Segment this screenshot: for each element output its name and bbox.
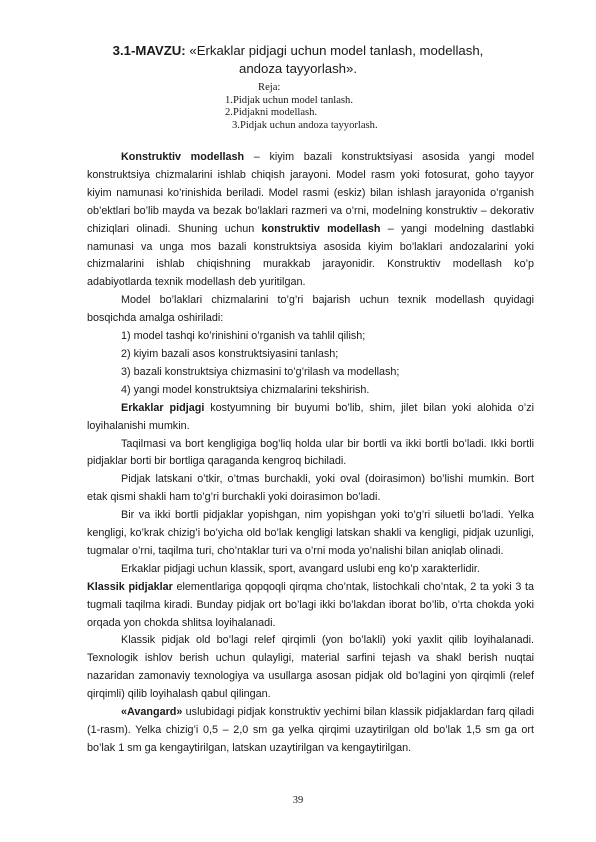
topic-label: 3.1-MAVZU: (112, 43, 186, 58)
paragraph-text: elementlariga qopqoqli qirqma cho’ntak, listochkali cho’ntak, 2 ta yoki 3 ta tugmali taqilma kiradi. Bunday pidjak ort bo’lagi ikki bo’lakdan iborat bo’lib, o’rta chokda yoki orqada yon chokda shlitsa loyihalanadi. (87, 580, 535, 629)
list-item: 4) yangi model konstruktsiya chizmalarini tekshirish. (121, 383, 370, 396)
bold-term: Konstruktiv modellash (121, 151, 245, 163)
title-line-1 (60, 42, 536, 60)
paragraph-text: – yangi modelning dastlabki namunasi va unga mos bazali konstruktsiya asosida kiyim bo’laklari andozalarini yoki chizmalarini ishlab chiqishning murakkab jarayonidir. Konstruktiv modellash ko’p adabiyotlarda texnik modellash deb yuritilgan. (87, 222, 534, 289)
paragraph (87, 400, 534, 436)
list-item: 2) kiyim bazali asos konstruktsiyasini tanlash; (121, 347, 339, 360)
paragraph (87, 704, 534, 758)
paragraph: Bir va ikki bortli pidjaklar yopishgan, nim yopishgan yoki to’g’ri siluetli bo’ladi. Yelka kengligi, ko’krak chizig’i bo’yicha old bo’lak kengligi latskan shakli va kengligi, pidjak uzunligi, tugmalar o’rni, taqilma turi, cho’ntaklar turi va o’rni moda yo’nalishi bilan aniqlab olinadi. (87, 509, 534, 557)
paragraph: Pidjak latskani o’tkir, o’tmas burchakli, yoki oval (doirasimon) bo’lishi mumkin. Bort etak qismi shakli ham to’g’ri burchakli yoki doirasimon bo’ladi. (87, 473, 534, 504)
bold-term: konstruktiv modellash (261, 222, 381, 235)
bold-term: Erkaklar pidjagi (121, 401, 205, 414)
bold-term: Klassik pidjaklar (87, 580, 173, 593)
paragraph-text: uslubidagi pidjak konstruktiv yechimi bilan klassik pidjaklardan farq qiladi (1-rasm). Yelka chizig’i 0,5 – 2,0 sm ga yelka qirqimi uzaytirilgan old bo’lak 1,5 sm ga ort bo’lak 1 sm ga kengaytirilgan, latskan uzaytirilgan va kengaytirilgan. (87, 706, 534, 754)
paragraph-text: kostyumning bir buyumi bo’lib, shim, jilet bilan yoki alohida o’zi loyihalanishi mumkin. (87, 401, 535, 432)
title-text-1: «Erkaklar pidjagi uchun model tanlash, modellash, (189, 43, 484, 58)
plan-title: Reja: (258, 82, 281, 93)
paragraph-text: – kiyim bazali konstruktsiyasi asosida yangi model konstruktsiya chizmalarini ishlab chiqish jarayoni. Model rasm yoki fotosurat, goho tayyor kiyim namunasi ko’rinishida beriladi. Model rasmi (eskiz) bilan ishlash jarayonida o’rganish ob’ektlari bo’lib mayda va bezak bo’laklari razmeri va o’rni, modelning konstruktiv – dekorativ chiziqlari olinadi. Shuning uchun (87, 151, 534, 235)
paragraph (87, 149, 534, 292)
plan-item: 2.Pidjakni modellash. (225, 107, 318, 119)
plan-item: 3.Pidjak uchun andoza tayyorlash. (232, 119, 378, 131)
bold-term: «Avangard» (121, 706, 183, 719)
body-text (87, 149, 534, 758)
paragraph: Model bo’laklari chizmalarini to’g’ri bajarish uchun texnik modellash quyidagi bosqichda amalga oshiriladi: (87, 294, 534, 325)
title-line-2: andoza tayyorlash». (238, 61, 358, 76)
paragraph: Erkaklar pidjagi uchun klassik, sport, avangard uslubi eng ko’p xarakterlidir. (121, 562, 480, 575)
plan-item: 1.Pidjak uchun model tanlash. (225, 94, 353, 106)
topic-title (60, 42, 536, 78)
paragraph: Klassik pidjak old bo’lagi relef qirqimli (yon bo’lakli) yoki yaxlit qilib loyihalanadi. Texnologik ishlov berish uchun qulayligi, material sarfini tejash va shakl berish nuqtai nazaridan zamonaviy texnologiya va usullarga asosan pidjak old bo’lagini yon qirqimli (relef qirqimli) qilib loyihalash qabul qilingan. (87, 634, 534, 701)
list-item: 1) model tashqi ko’rinishini o’rganish va tahlil qilish; (121, 330, 366, 343)
paragraph (87, 579, 534, 633)
page-number: 39 (292, 795, 304, 806)
paragraph: Taqilmasi va bort kengligiga bog’liq holda ular bir bortli va ikki bortli bo’ladi. Ikki bortli pidjaklar borti bir bortliga qaraganda kengroq bichiladi. (87, 437, 534, 468)
list-item: 3) bazali konstruktsiya chizmasini to’g’rilash va modellash; (121, 365, 400, 378)
plan-section (225, 82, 455, 132)
